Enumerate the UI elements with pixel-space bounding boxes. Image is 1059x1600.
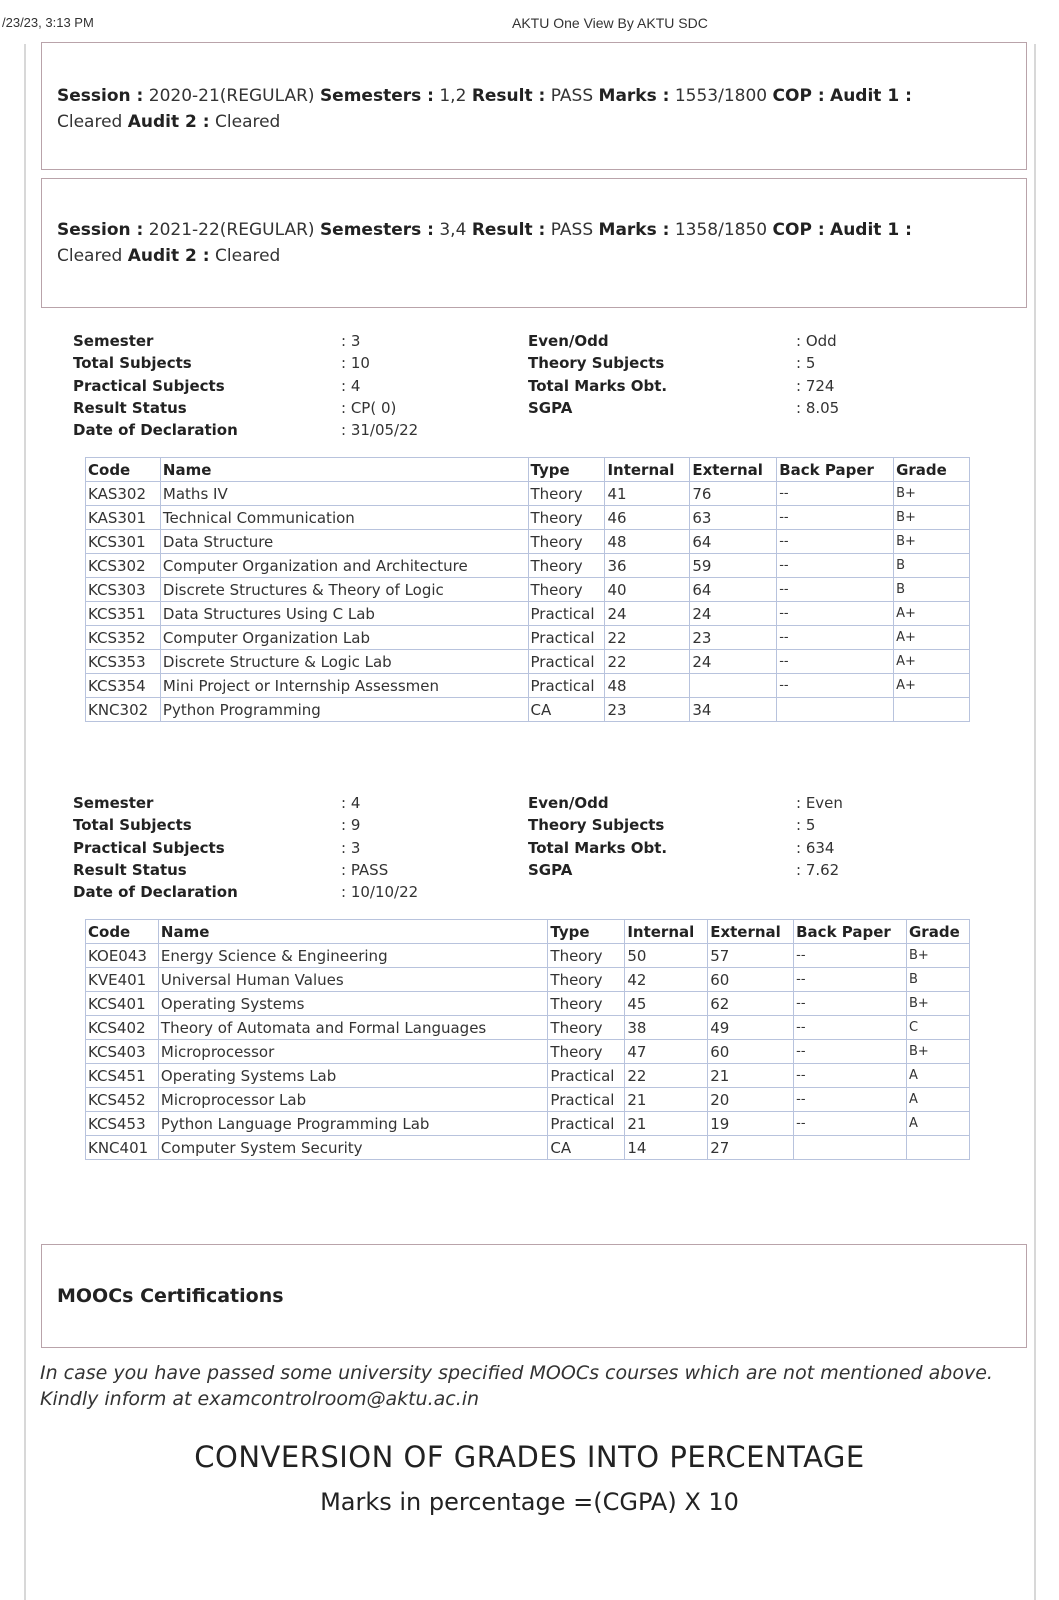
total-marks-value: : 634 — [796, 839, 835, 857]
total-marks-label: Total Marks Obt. — [528, 377, 668, 395]
internal-marks-cell: 14 — [625, 1136, 708, 1160]
subject-type-cell: Theory — [548, 944, 625, 968]
audit1-label: Audit 1 : — [830, 86, 912, 106]
result-status-label: Result Status — [73, 399, 187, 417]
internal-marks-cell: 42 — [625, 968, 708, 992]
back-paper-cell: -- — [794, 1040, 907, 1064]
grade-cell: B — [894, 554, 970, 578]
internal-marks-cell: 38 — [625, 1016, 708, 1040]
back-paper-cell: -- — [777, 578, 894, 602]
practical-subjects-value: : 3 — [341, 839, 361, 857]
result-status-value: : CP( 0) — [341, 399, 397, 417]
subject-type-cell: Theory — [548, 1016, 625, 1040]
grade-cell: A — [907, 1088, 970, 1112]
back-paper-cell: -- — [794, 1088, 907, 1112]
session-summary-box — [41, 42, 1027, 170]
name-header: Name — [158, 920, 547, 944]
subject-type-cell: CA — [548, 1136, 625, 1160]
internal-marks-cell: 48 — [605, 674, 690, 698]
external-marks-cell: 23 — [690, 626, 777, 650]
subject-code-cell: KCS401 — [86, 992, 159, 1016]
theory-subjects-label: Theory Subjects — [528, 816, 665, 834]
sgpa-value: : 7.62 — [796, 861, 840, 879]
back-paper-cell: -- — [794, 1112, 907, 1136]
semesters-label: Semesters : — [319, 220, 434, 240]
external-marks-cell: 60 — [708, 1040, 794, 1064]
semesters-label: Semesters : — [319, 86, 434, 106]
moocs-title: MOOCs Certifications — [57, 1285, 284, 1307]
internal-marks-cell: 21 — [625, 1112, 708, 1136]
subject-code-cell: KCS353 — [86, 650, 161, 674]
external-marks-cell: 76 — [690, 482, 777, 506]
total-marks-value: : 724 — [796, 377, 835, 395]
back-paper-cell: -- — [777, 530, 894, 554]
grade-cell: B+ — [907, 992, 970, 1016]
table-row — [86, 554, 970, 578]
subject-name-cell: Mini Project or Internship Assessmen — [160, 674, 528, 698]
session-value: 2020-21(REGULAR) — [148, 86, 315, 106]
subject-name-cell: Computer Organization and Architecture — [160, 554, 528, 578]
subject-name-cell: Operating Systems Lab — [158, 1064, 547, 1088]
subject-name-cell: Energy Science & Engineering — [158, 944, 547, 968]
grade-cell: A+ — [894, 602, 970, 626]
subject-name-cell: Maths IV — [160, 482, 528, 506]
semesters-value: 1,2 — [439, 86, 467, 106]
table-row — [86, 506, 970, 530]
declaration-date-value: : 10/10/22 — [341, 883, 419, 901]
page-header-title: AKTU One View By AKTU SDC — [512, 15, 708, 31]
marks-label: Marks : — [598, 86, 670, 106]
subject-code-cell: KCS303 — [86, 578, 161, 602]
back-paper-cell: -- — [777, 554, 894, 578]
marks-value: 1553/1800 — [674, 86, 768, 106]
external-marks-cell: 59 — [690, 554, 777, 578]
practical-subjects-label: Practical Subjects — [73, 377, 225, 395]
total-subjects-value: : 9 — [341, 816, 361, 834]
practical-subjects-label: Practical Subjects — [73, 839, 225, 857]
audit2-value: Cleared — [215, 246, 281, 266]
table-row — [86, 968, 970, 992]
internal-marks-cell: 36 — [605, 554, 690, 578]
result-label: Result : — [471, 86, 546, 106]
subject-code-cell: KNC302 — [86, 698, 161, 722]
grade-cell: B+ — [894, 506, 970, 530]
internal-marks-cell: 21 — [625, 1088, 708, 1112]
grade-cell — [907, 1136, 970, 1160]
moocs-contact-line: Kindly inform at examcontrolroom@aktu.ac.in — [40, 1388, 480, 1410]
subject-type-cell: Theory — [528, 554, 605, 578]
back-paper-cell: -- — [794, 1016, 907, 1040]
result-value: PASS — [550, 220, 594, 240]
session-label: Session : — [57, 220, 144, 240]
sgpa-value: : 8.05 — [796, 399, 840, 417]
grade-cell: A+ — [894, 674, 970, 698]
semester-label: Semester — [73, 794, 154, 812]
table-row — [86, 992, 970, 1016]
total-subjects-value: : 10 — [341, 354, 370, 372]
subject-name-cell: Computer System Security — [158, 1136, 547, 1160]
subject-type-cell: Practical — [528, 674, 605, 698]
external-marks-cell: 49 — [708, 1016, 794, 1040]
internal-marks-cell: 22 — [625, 1064, 708, 1088]
table-row — [86, 650, 970, 674]
external-marks-cell: 64 — [690, 578, 777, 602]
table-row — [86, 1088, 970, 1112]
subject-name-cell: Computer Organization Lab — [160, 626, 528, 650]
grade-cell: B+ — [907, 1040, 970, 1064]
internal-marks-cell: 40 — [605, 578, 690, 602]
theory-subjects-value: : 5 — [796, 816, 816, 834]
table-row — [86, 698, 970, 722]
result-value: PASS — [550, 86, 594, 106]
table-header-row — [86, 458, 970, 482]
semester-result-table — [85, 919, 970, 1160]
external-marks-cell: 24 — [690, 650, 777, 674]
table-row — [86, 1112, 970, 1136]
conversion-title: CONVERSION OF GRADES INTO PERCENTAGE — [194, 1440, 865, 1474]
subject-code-cell: KCS453 — [86, 1112, 159, 1136]
external-marks-cell: 27 — [708, 1136, 794, 1160]
grade-cell: B+ — [894, 530, 970, 554]
declaration-date-label: Date of Declaration — [73, 883, 238, 901]
subject-type-cell: Theory — [528, 506, 605, 530]
total-subjects-label: Total Subjects — [73, 816, 192, 834]
subject-type-cell: Theory — [548, 1040, 625, 1064]
internal-marks-cell: 47 — [625, 1040, 708, 1064]
grade-cell: B — [907, 968, 970, 992]
subject-code-cell: KCS451 — [86, 1064, 159, 1088]
subject-type-cell: Theory — [528, 530, 605, 554]
external-marks-cell: 57 — [708, 944, 794, 968]
session-label: Session : — [57, 86, 144, 106]
internal-marks-cell: 22 — [605, 650, 690, 674]
table-row — [86, 1040, 970, 1064]
moocs-box — [41, 1244, 1027, 1348]
back-paper-cell: -- — [794, 1064, 907, 1088]
table-row — [86, 674, 970, 698]
subject-code-cell: KCS301 — [86, 530, 161, 554]
semester-value: : 4 — [341, 794, 361, 812]
cop-label: COP : — [772, 86, 825, 106]
even-odd-label: Even/Odd — [528, 332, 609, 350]
session-summary-text — [57, 217, 1011, 269]
table-row — [86, 944, 970, 968]
external-header: External — [708, 920, 794, 944]
subject-type-cell: Practical — [528, 626, 605, 650]
subject-type-cell: Practical — [548, 1064, 625, 1088]
subject-type-cell: Theory — [548, 992, 625, 1016]
internal-marks-cell: 46 — [605, 506, 690, 530]
subject-type-cell: Practical — [528, 650, 605, 674]
grade-cell — [894, 698, 970, 722]
theory-subjects-label: Theory Subjects — [528, 354, 665, 372]
practical-subjects-value: : 4 — [341, 377, 361, 395]
back-paper-cell: -- — [777, 674, 894, 698]
type-header: Type — [548, 920, 625, 944]
subject-name-cell: Microprocessor Lab — [158, 1088, 547, 1112]
back-paper-cell — [777, 698, 894, 722]
code-header: Code — [86, 920, 159, 944]
subject-name-cell: Universal Human Values — [158, 968, 547, 992]
audit2-label: Audit 2 : — [127, 112, 210, 132]
table-row — [86, 530, 970, 554]
back-paper-cell: -- — [777, 506, 894, 530]
subject-code-cell: KVE401 — [86, 968, 159, 992]
subject-name-cell: Discrete Structure & Logic Lab — [160, 650, 528, 674]
semester-result-table — [85, 457, 970, 722]
grade-cell: B+ — [894, 482, 970, 506]
back-paper-cell: -- — [794, 944, 907, 968]
result-status-label: Result Status — [73, 861, 187, 879]
audit1-value: Cleared — [57, 246, 123, 266]
internal-header: Internal — [625, 920, 708, 944]
subject-code-cell: KCS354 — [86, 674, 161, 698]
subject-name-cell: Technical Communication — [160, 506, 528, 530]
table-row — [86, 578, 970, 602]
subject-type-cell: Theory — [528, 578, 605, 602]
audit2-label: Audit 2 : — [127, 246, 210, 266]
back-paper-cell: -- — [777, 602, 894, 626]
subject-code-cell: KCS302 — [86, 554, 161, 578]
subject-code-cell: KOE043 — [86, 944, 159, 968]
theory-subjects-value: : 5 — [796, 354, 816, 372]
moocs-note — [40, 1360, 993, 1412]
audit1-value: Cleared — [57, 112, 123, 132]
semesters-value: 3,4 — [439, 220, 467, 240]
conversion-formula: Marks in percentage =(CGPA) X 10 — [320, 1488, 739, 1516]
subject-type-cell: Practical — [548, 1088, 625, 1112]
grade-cell: B+ — [907, 944, 970, 968]
external-marks-cell: 19 — [708, 1112, 794, 1136]
internal-marks-cell: 24 — [605, 602, 690, 626]
grade-cell: A+ — [894, 650, 970, 674]
subject-code-cell: KNC401 — [86, 1136, 159, 1160]
sgpa-label: SGPA — [528, 861, 573, 879]
table-row — [86, 1016, 970, 1040]
external-marks-cell — [690, 674, 777, 698]
subject-name-cell: Theory of Automata and Formal Languages — [158, 1016, 547, 1040]
print-datetime: /23/23, 3:13 PM — [2, 15, 94, 30]
internal-marks-cell: 22 — [605, 626, 690, 650]
result-label: Result : — [471, 220, 546, 240]
audit2-value: Cleared — [215, 112, 281, 132]
marks-value: 1358/1850 — [674, 220, 768, 240]
grade-header: Grade — [894, 458, 970, 482]
table-row — [86, 482, 970, 506]
name-header: Name — [160, 458, 528, 482]
subject-name-cell: Data Structures Using C Lab — [160, 602, 528, 626]
subject-name-cell: Python Programming — [160, 698, 528, 722]
internal-marks-cell: 45 — [625, 992, 708, 1016]
result-status-value: : PASS — [341, 861, 389, 879]
audit1-label: Audit 1 : — [830, 220, 912, 240]
back-paper-header: Back Paper — [794, 920, 907, 944]
back-paper-header: Back Paper — [777, 458, 894, 482]
external-marks-cell: 60 — [708, 968, 794, 992]
internal-marks-cell: 48 — [605, 530, 690, 554]
subject-type-cell: Practical — [548, 1112, 625, 1136]
session-summary-text — [57, 83, 1011, 135]
total-marks-label: Total Marks Obt. — [528, 839, 668, 857]
subject-name-cell: Data Structure — [160, 530, 528, 554]
external-marks-cell: 64 — [690, 530, 777, 554]
external-marks-cell: 62 — [708, 992, 794, 1016]
session-summary-box — [41, 178, 1027, 308]
declaration-date-label: Date of Declaration — [73, 421, 238, 439]
subject-type-cell: Practical — [528, 602, 605, 626]
marks-label: Marks : — [598, 220, 670, 240]
internal-marks-cell: 23 — [605, 698, 690, 722]
external-marks-cell: 24 — [690, 602, 777, 626]
subject-code-cell: KCS403 — [86, 1040, 159, 1064]
back-paper-cell — [794, 1136, 907, 1160]
semester-label: Semester — [73, 332, 154, 350]
sgpa-label: SGPA — [528, 399, 573, 417]
grade-cell: C — [907, 1016, 970, 1040]
subject-code-cell: KCS352 — [86, 626, 161, 650]
even-odd-value: : Even — [796, 794, 843, 812]
moocs-note-line: In case you have passed some university specified MOOCs courses which are not mentioned above. — [40, 1362, 993, 1384]
back-paper-cell: -- — [777, 650, 894, 674]
table-row — [86, 1136, 970, 1160]
subject-type-cell: Theory — [548, 968, 625, 992]
total-subjects-label: Total Subjects — [73, 354, 192, 372]
grade-cell: A — [907, 1064, 970, 1088]
even-odd-label: Even/Odd — [528, 794, 609, 812]
grade-cell: B — [894, 578, 970, 602]
subject-name-cell: Operating Systems — [158, 992, 547, 1016]
subject-name-cell: Microprocessor — [158, 1040, 547, 1064]
internal-marks-cell: 50 — [625, 944, 708, 968]
cop-label: COP : — [772, 220, 825, 240]
external-marks-cell: 20 — [708, 1088, 794, 1112]
right-page-border — [1034, 44, 1036, 1600]
internal-marks-cell: 41 — [605, 482, 690, 506]
back-paper-cell: -- — [777, 626, 894, 650]
grade-cell: A+ — [894, 626, 970, 650]
subject-name-cell: Discrete Structures & Theory of Logic — [160, 578, 528, 602]
subject-code-cell: KAS301 — [86, 506, 161, 530]
declaration-date-value: : 31/05/22 — [341, 421, 419, 439]
session-value: 2021-22(REGULAR) — [148, 220, 315, 240]
table-row — [86, 626, 970, 650]
subject-type-cell: CA — [528, 698, 605, 722]
code-header: Code — [86, 458, 161, 482]
back-paper-cell: -- — [794, 992, 907, 1016]
table-row — [86, 602, 970, 626]
subject-name-cell: Python Language Programming Lab — [158, 1112, 547, 1136]
external-header: External — [690, 458, 777, 482]
type-header: Type — [528, 458, 605, 482]
semester-value: : 3 — [341, 332, 361, 350]
subject-code-cell: KCS452 — [86, 1088, 159, 1112]
external-marks-cell: 21 — [708, 1064, 794, 1088]
even-odd-value: : Odd — [796, 332, 837, 350]
grade-cell: A — [907, 1112, 970, 1136]
subject-type-cell: Theory — [528, 482, 605, 506]
table-row — [86, 1064, 970, 1088]
grade-header: Grade — [907, 920, 970, 944]
internal-header: Internal — [605, 458, 690, 482]
subject-code-cell: KCS351 — [86, 602, 161, 626]
external-marks-cell: 34 — [690, 698, 777, 722]
external-marks-cell: 63 — [690, 506, 777, 530]
subject-code-cell: KCS402 — [86, 1016, 159, 1040]
back-paper-cell: -- — [777, 482, 894, 506]
subject-code-cell: KAS302 — [86, 482, 161, 506]
back-paper-cell: -- — [794, 968, 907, 992]
table-header-row — [86, 920, 970, 944]
left-page-border — [24, 44, 26, 1600]
